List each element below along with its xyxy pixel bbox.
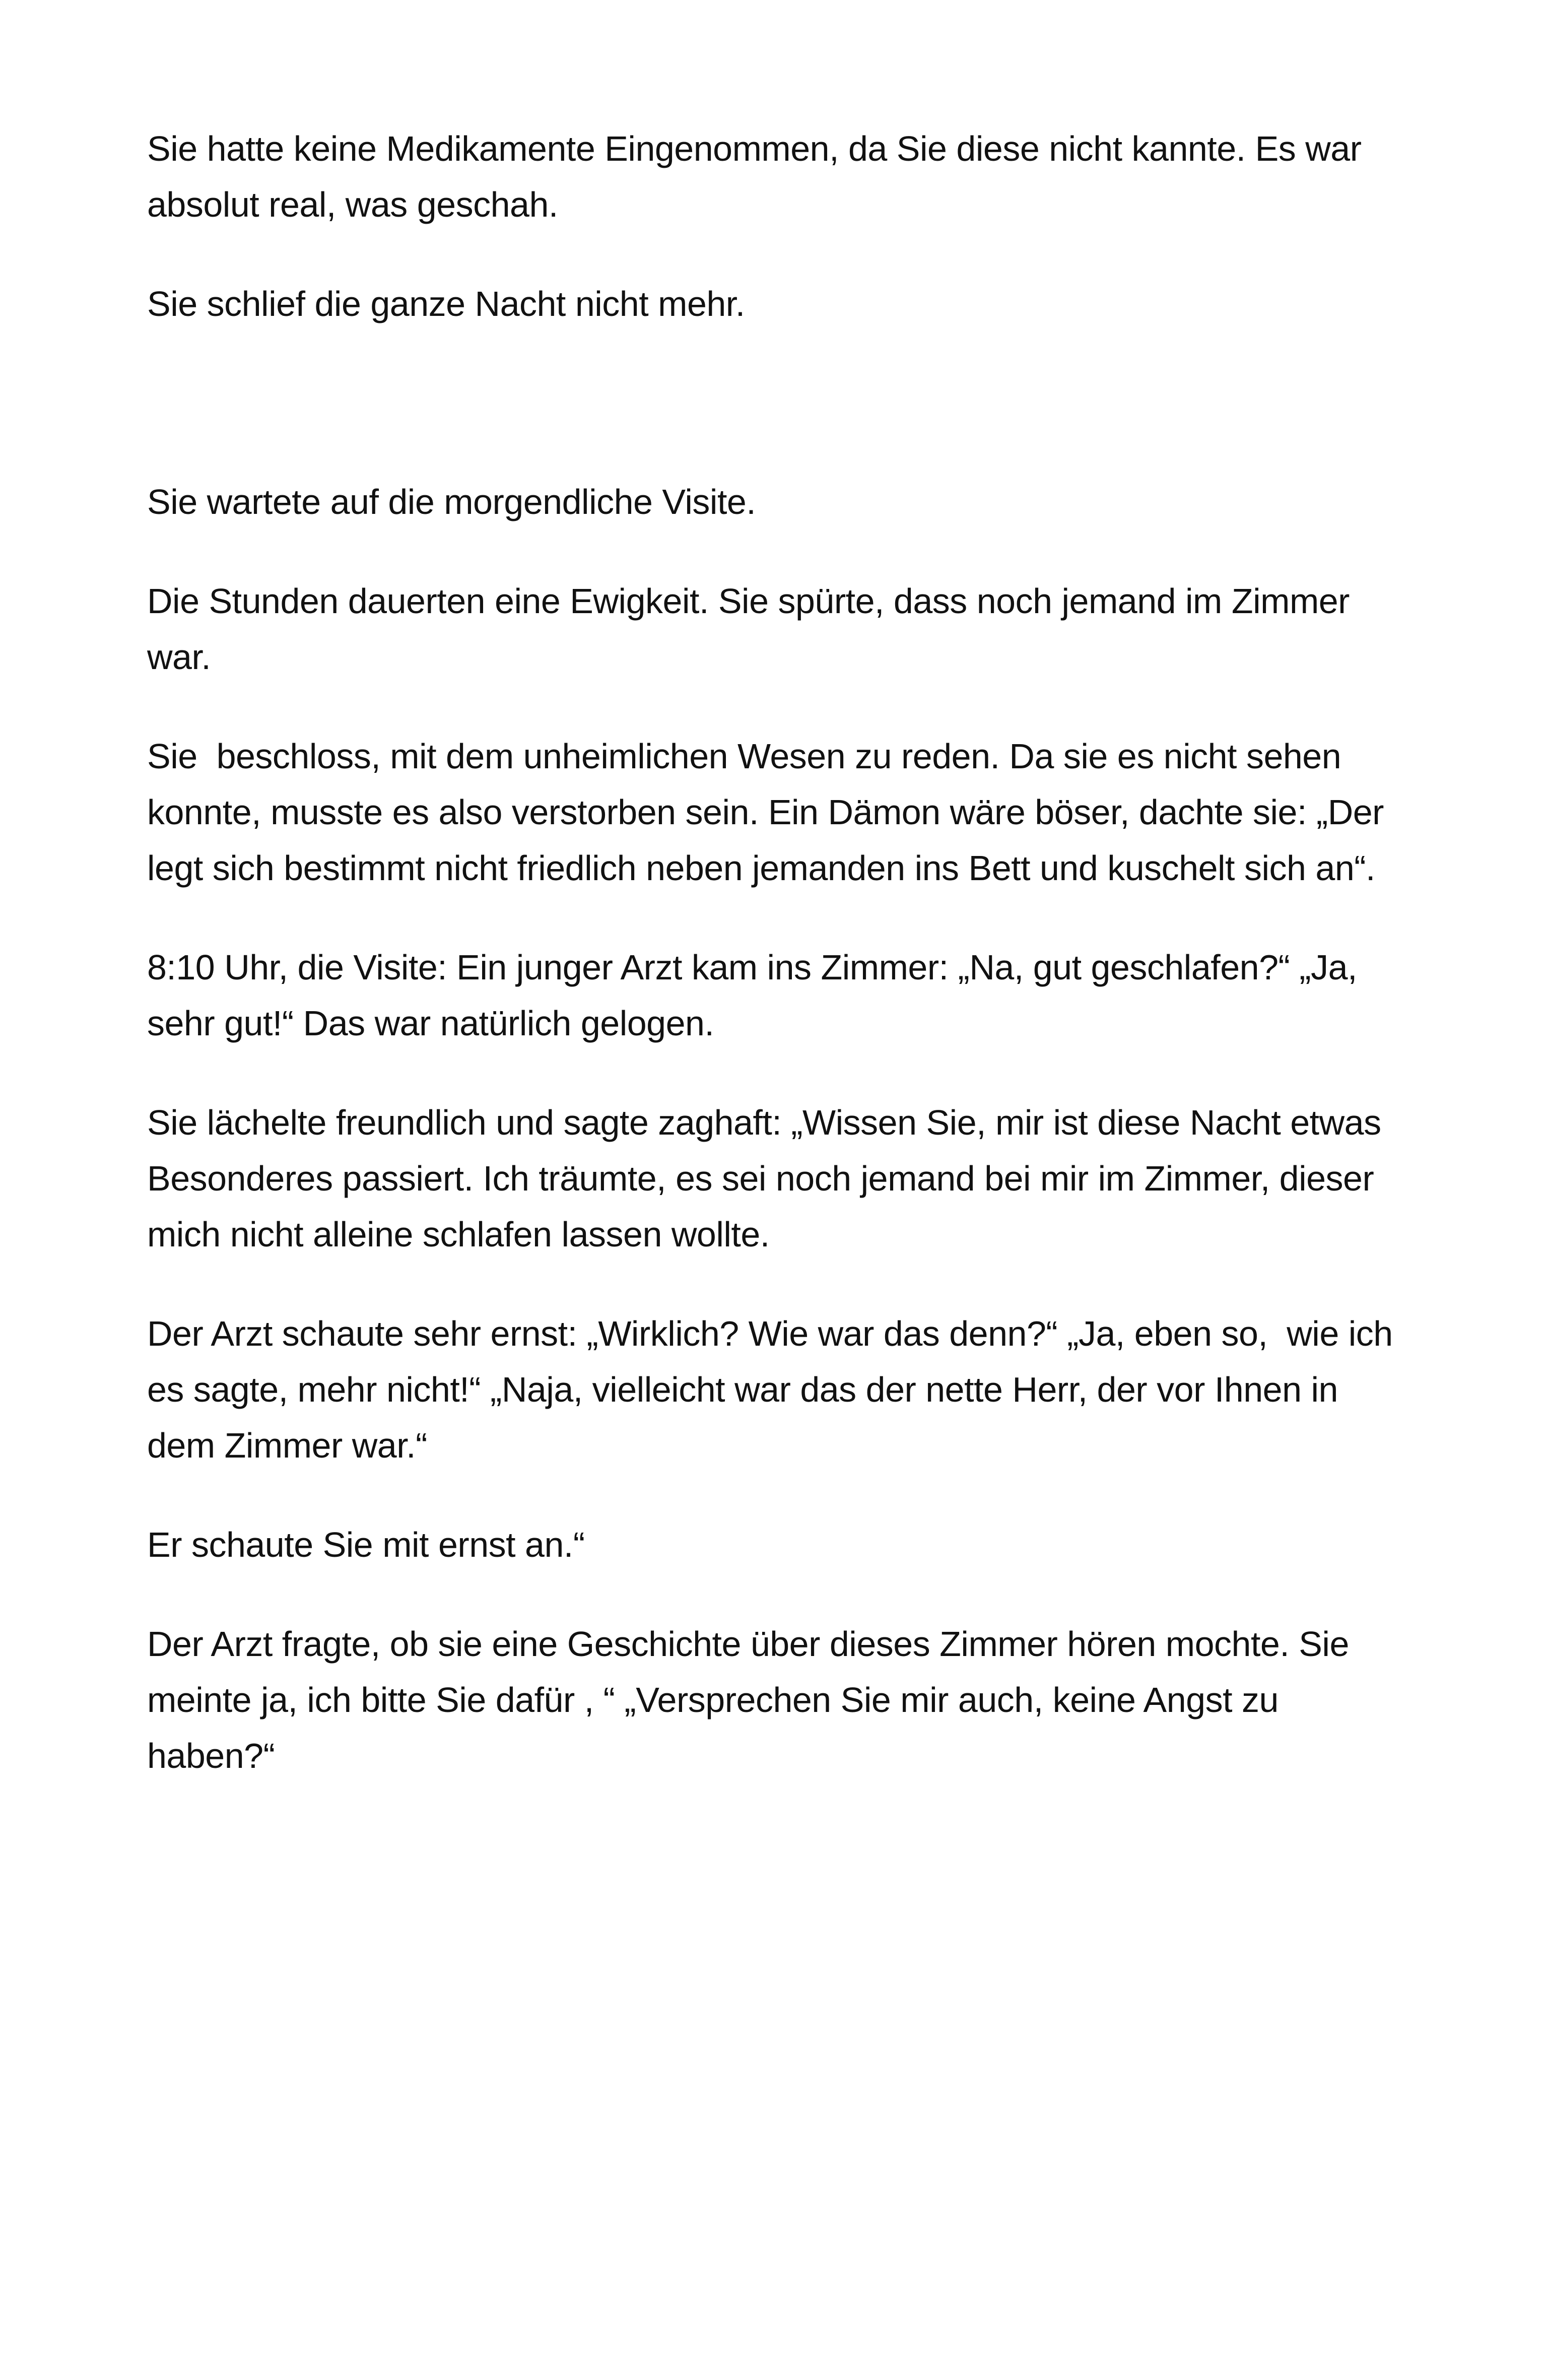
paragraph-10: Der Arzt fragte, ob sie eine Geschichte über dieses Zimmer hören mochte. Sie meinte ja, ich bitte Sie dafür , “ „Versprechen Sie mir auch, keine Angst zu haben?“ [147, 1624, 1359, 1775]
paragraph-3: Sie wartete auf die morgendliche Visite. [147, 482, 756, 521]
paragraph-6: 8:10 Uhr, die Visite: Ein junger Arzt kam ins Zimmer: „Na, gut geschlafen?“ „Ja, sehr gut!“ Das war natürlich gelogen. [147, 948, 1367, 1043]
paragraph-1: Sie hatte keine Medikamente Eingenommen, da Sie diese nicht kannte. Es war absolut real, was geschah. [147, 129, 1371, 224]
paragraph-7: Sie lächelte freundlich und sagte zaghaft: „Wissen Sie, mir ist diese Nacht etwas Besonderes passiert. Ich träumte, es sei noch jemand bei mir im Zimmer, dieser mich nicht alleine schlafen lassen wollte. [147, 1103, 1391, 1254]
paragraph-5: Sie beschloss, mit dem unheimlichen Wesen zu reden. Da sie es nicht sehen konnte, musste es also verstorben sein. Ein Dämon wäre böser, dachte sie: „Der legt sich bestimmt nicht friedlich neben jemanden ins Bett und kuschelt sich an“. [147, 737, 1393, 888]
paragraph-9: Er schaute Sie mit ernst an.“ [147, 1525, 585, 1564]
paragraph-8: Der Arzt schaute sehr ernst: „Wirklich? Wie war das denn?“ „Ja, eben so, wie ich es sagte, mehr nicht!“ „Naja, vielleicht war das der nette Herr, der vor Ihnen in dem Zimmer war.“ [147, 1314, 1402, 1465]
paragraph-4: Die Stunden dauerten eine Ewigkeit. Sie spürte, dass noch jemand im Zimmer war. [147, 581, 1359, 677]
paragraph-2: Sie schlief die ganze Nacht nicht mehr. [147, 284, 745, 323]
document-body [147, 121, 1406, 1827]
